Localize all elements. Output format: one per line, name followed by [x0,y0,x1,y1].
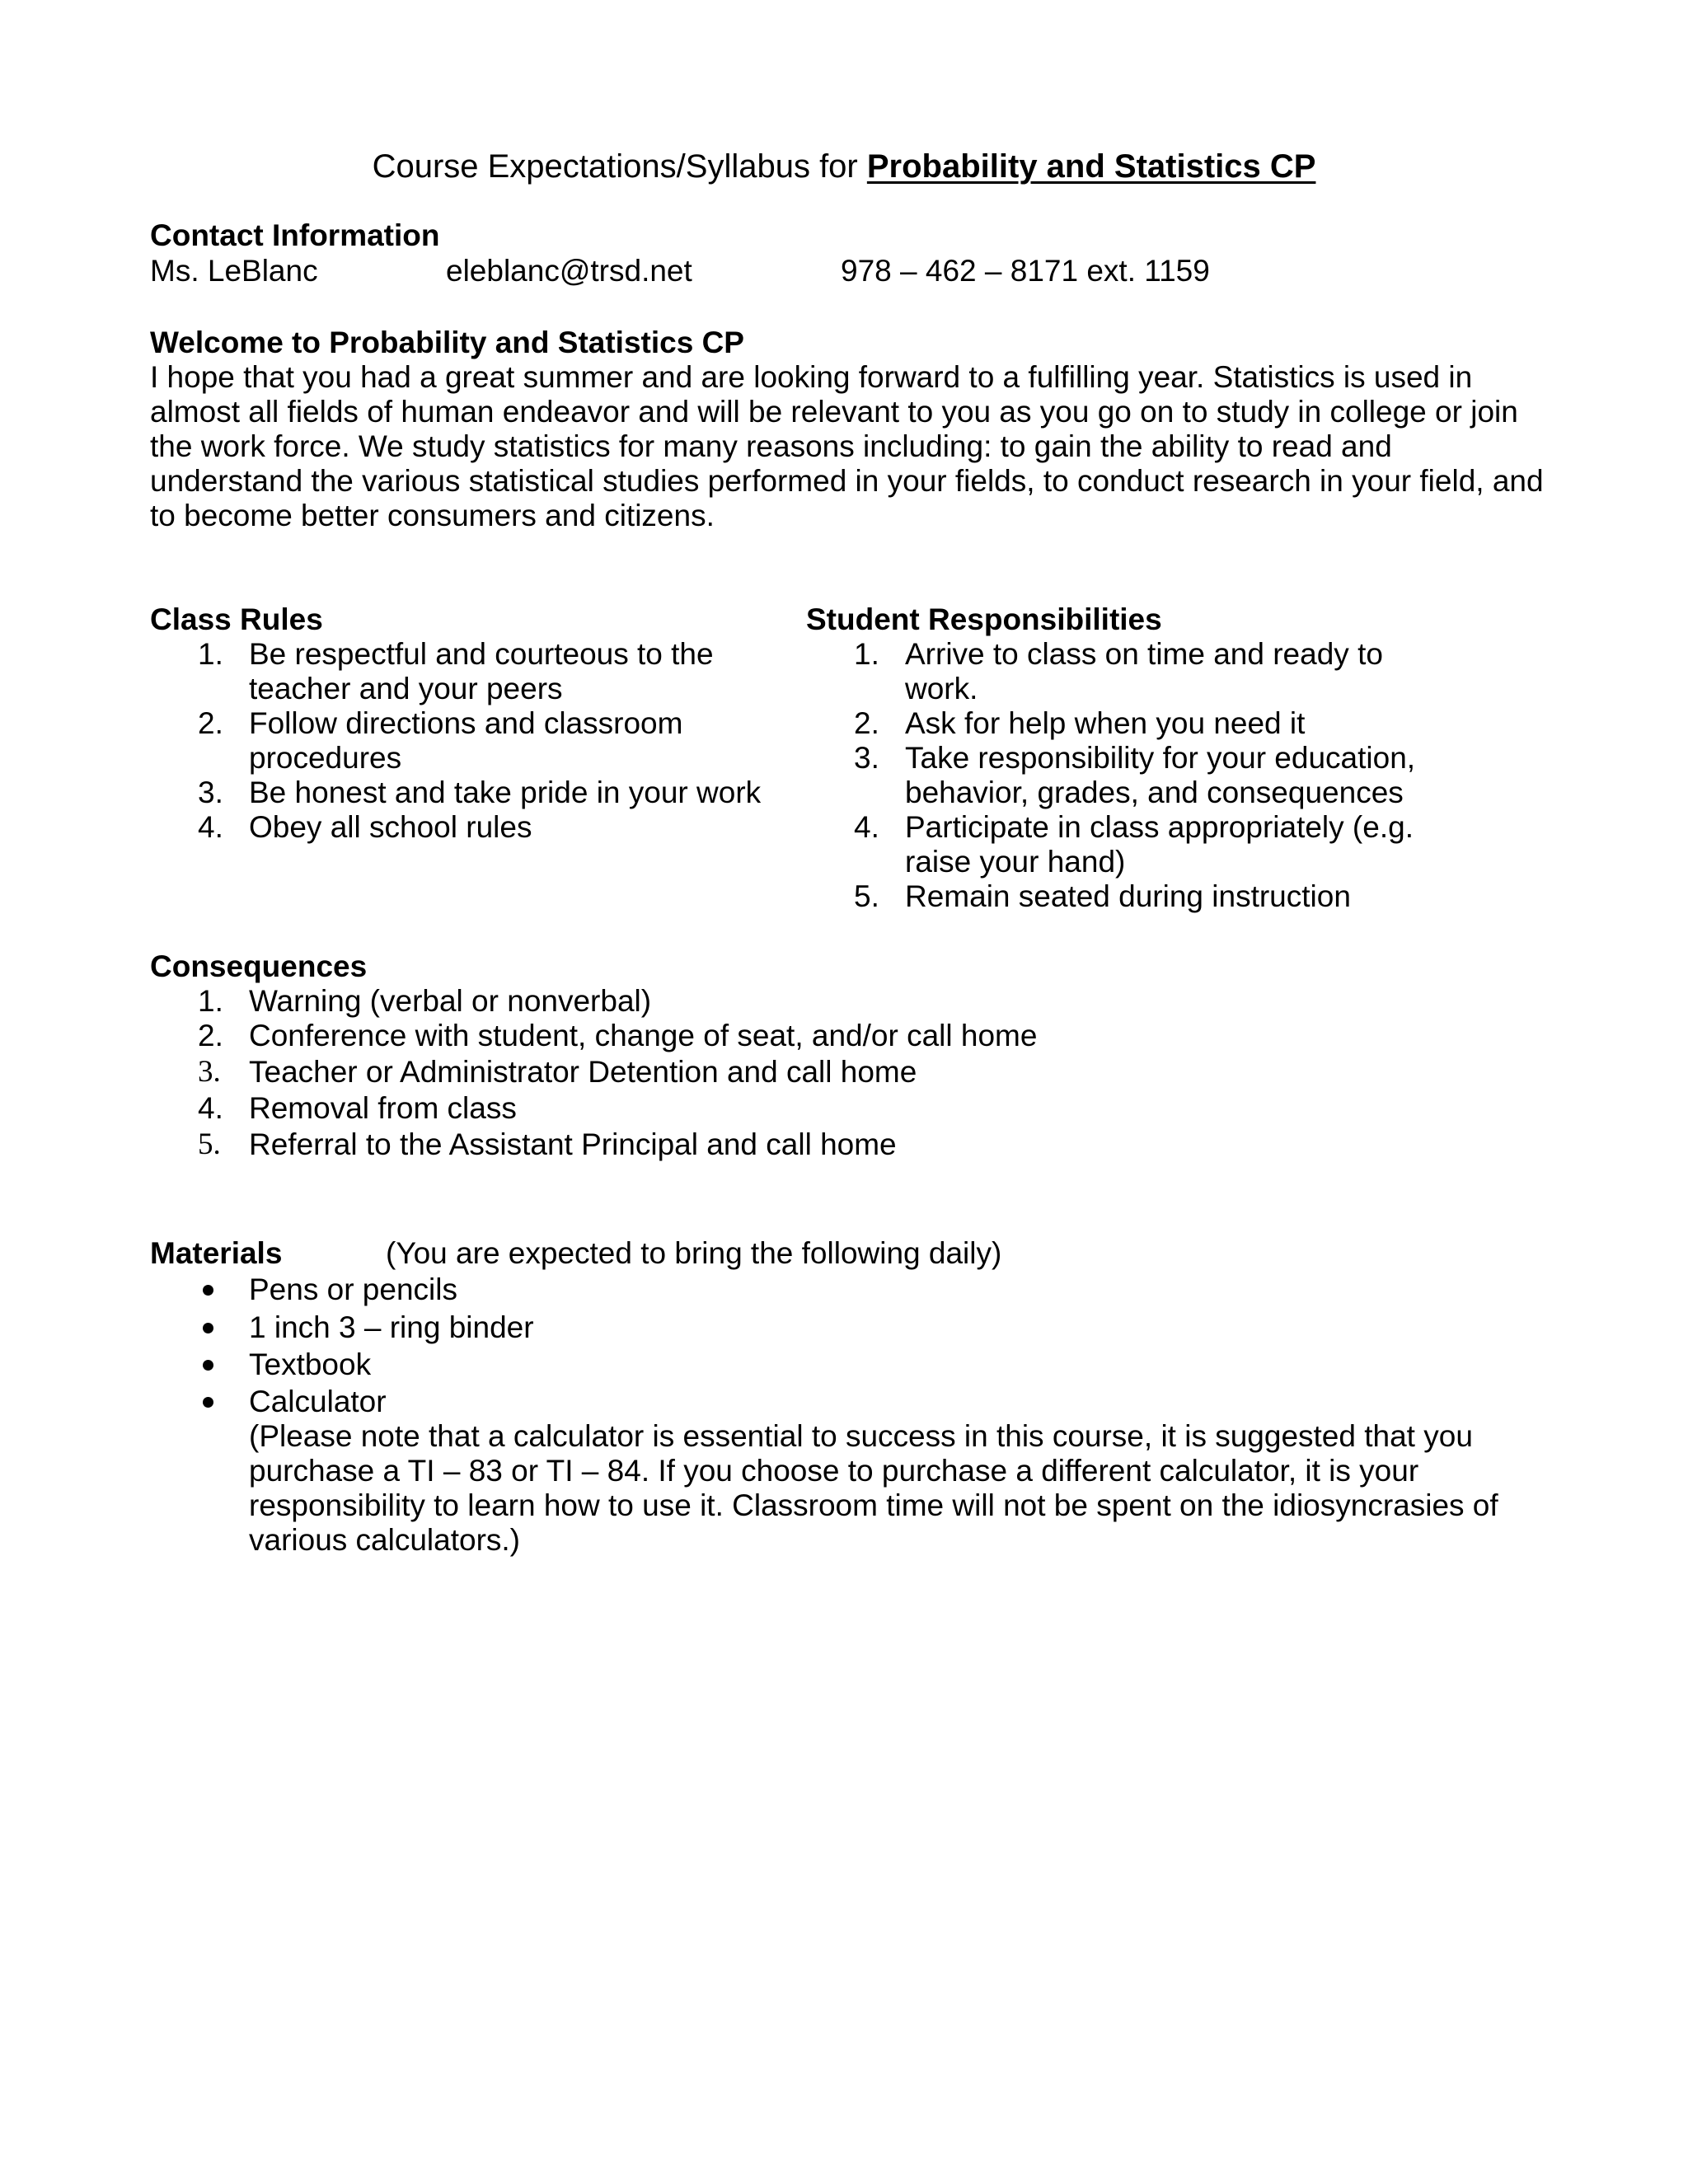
student-responsibilities-list [806,637,1465,914]
list-item [806,741,1465,810]
list-item-text: Conference with student, change of seat, and/or call home [249,1019,1038,1052]
course-name: Probability and Statistics CP [866,148,1316,185]
list-item [806,879,1465,914]
list-item-text: Participate in class appropriately (e.g. [905,810,1414,844]
list-number: 1. [198,637,223,671]
list-item-text: teacher and your peers [249,672,563,705]
title-prefix: Course Expectations/Syllabus for [372,148,867,185]
bullet-icon [203,1360,213,1371]
list-item-text: behavior, grades, and consequences [905,776,1404,809]
calculator-note-line: responsibility to learn how to use it. Classroom time will not be spent on the idiosyncrasies of [249,1488,1498,1522]
calculator-note-line: purchase a TI – 83 or TI – 84. If you choose to purchase a different calculator, it is your [249,1454,1419,1488]
list-number: 2. [198,706,223,740]
bullet-icon [203,1323,213,1333]
welcome-line: the work force. We study statistics for many reasons including: to gain the ability to read and [150,429,1392,463]
list-number: 3. [198,1055,221,1089]
list-item [150,1091,1304,1127]
list-item-text: Take responsibility for your education, [905,741,1416,775]
contact-heading: Contact Information [150,218,440,252]
list-item [806,810,1465,879]
welcome-heading: Welcome to Probability and Statistics CP [150,326,744,359]
list-number: 3. [854,741,879,775]
list-number: 4. [198,810,223,844]
list-item [806,706,1465,741]
welcome-line: understand the various statistical studies performed in your fields, to conduct research in your field, and [150,464,1544,498]
bullet-icon [203,1285,213,1296]
list-item [150,637,793,706]
list-item-text: Ask for help when you need it [905,706,1306,740]
list-item-text: Teacher or Administrator Detention and call home [249,1055,917,1089]
list-number: 2. [854,706,879,740]
list-item-text: 1 inch 3 – ring binder [249,1310,534,1344]
list-item [150,1347,1551,1385]
list-item-text: Warning (verbal or nonverbal) [249,984,652,1018]
list-item [150,1385,1551,1558]
list-item [150,776,793,810]
list-number: 1. [854,637,879,671]
list-item [150,1019,1304,1055]
list-item-text: Calculator [249,1385,387,1418]
list-number: 1. [198,984,223,1018]
list-item-text: Removal from class [249,1091,517,1125]
list-item-text: raise your hand) [905,845,1126,879]
list-item-text: Referral to the Assistant Principal and call home [249,1127,897,1161]
list-number: 5. [854,879,879,913]
list-item-text: Pens or pencils [249,1272,457,1306]
list-item-text: Textbook [249,1347,372,1381]
class-rules-heading: Class Rules [150,602,323,636]
class-rules-list [150,637,793,845]
list-item [150,810,793,845]
list-item [150,1310,1551,1347]
list-item-text: Be honest and take pride in your work [249,776,762,809]
list-item-text: Remain seated during instruction [905,879,1351,913]
calculator-note-line: various calculators.) [249,1523,521,1557]
welcome-line: I hope that you had a great summer and are looking forward to a fulfilling year. Statistics is used in [150,360,1473,394]
list-item [150,984,1304,1019]
consequences-list [150,984,1304,1164]
consequences-heading: Consequences [150,949,368,983]
list-item [806,637,1465,706]
list-item-text: work. [905,672,978,705]
list-item [150,706,793,776]
contact-phone: 978 – 462 – 8171 ext. 1159 [841,254,1210,288]
page-title [0,147,1688,186]
list-number: 3. [198,776,223,809]
student-responsibilities-heading: Student Responsibilities [806,602,1162,636]
welcome-line: almost all fields of human endeavor and will be relevant to you as you go on to study in college or join [150,395,1518,429]
list-item [150,1055,1304,1091]
list-number: 5. [198,1127,221,1161]
list-item-text: Obey all school rules [249,810,532,844]
contact-name: Ms. LeBlanc [150,254,318,288]
welcome-line: to become better consumers and citizens. [150,499,715,532]
materials-list [150,1272,1551,1558]
list-number: 4. [198,1091,223,1125]
bullet-icon [203,1397,213,1408]
materials-note: (You are expected to bring the following daily) [386,1236,1002,1270]
welcome-paragraph [150,360,1551,533]
list-item-text: Follow directions and classroom [249,706,683,740]
list-number: 4. [854,810,879,844]
list-item [150,1272,1551,1310]
list-item-text: Arrive to class on time and ready to [905,637,1383,671]
list-item-text: procedures [249,741,402,775]
calculator-note-line: (Please note that a calculator is essential to success in this course, it is suggested that you [249,1419,1473,1453]
list-item-text: Be respectful and courteous to the [249,637,714,671]
materials-heading: Materials [150,1236,283,1270]
list-number: 2. [198,1019,223,1052]
contact-email: eleblanc@trsd.net [446,254,692,288]
list-item [150,1127,1304,1164]
